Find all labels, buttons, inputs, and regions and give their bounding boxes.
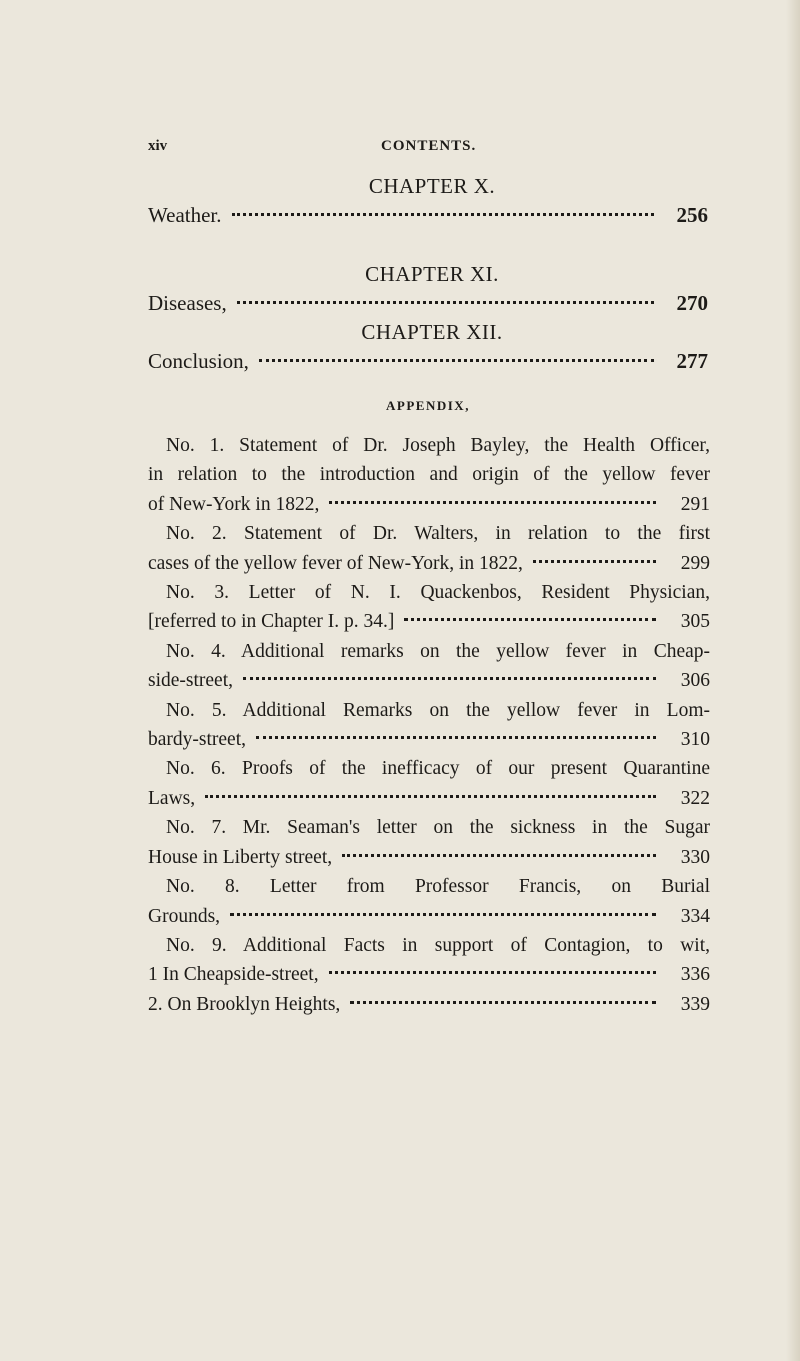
entry-page: 277 <box>676 349 708 373</box>
item-line: No. 2. Statement of Dr. Walters, in relation to the first <box>166 523 710 545</box>
item-page: 305 <box>680 611 710 633</box>
leader-dots <box>404 618 656 621</box>
leader-dots <box>232 213 654 216</box>
appendix-sub-item[interactable] <box>148 990 710 1019</box>
leader-dots <box>205 795 656 798</box>
item-line: Laws, <box>148 787 196 809</box>
appendix-item[interactable] <box>148 696 710 755</box>
item-line: No. 6. Proofs of the inefficacy of our present Quarantine <box>166 758 710 780</box>
chapter-xii-block <box>148 320 708 374</box>
appendix-item[interactable] <box>148 431 710 519</box>
item-page: 310 <box>680 729 710 751</box>
appendix-list <box>148 431 710 1019</box>
chapter-heading: CHAPTER XII. <box>361 320 503 344</box>
running-head <box>148 138 708 162</box>
leader-dots <box>243 677 656 680</box>
leader-dots <box>256 736 656 739</box>
appendix-item[interactable] <box>148 519 710 578</box>
item-line: House in Liberty street, <box>148 846 333 868</box>
item-line: No. 5. Additional Remarks on the yellow fever in Lom- <box>166 699 710 721</box>
toc-entry[interactable] <box>148 203 708 228</box>
item-line: bardy-street, <box>148 729 246 751</box>
item-line: [referred to in Chapter I. p. 34.] <box>148 611 395 633</box>
appendix-item[interactable] <box>148 872 710 931</box>
item-line: No. 7. Mr. Seaman's letter on the sickness in the Sugar <box>166 817 710 839</box>
sub-item-label: 2. On Brooklyn Heights, <box>148 993 341 1015</box>
item-page: 291 <box>680 493 710 515</box>
leader-dots <box>350 1001 656 1004</box>
chapter-xi-block <box>148 262 708 316</box>
appendix-item[interactable] <box>148 578 710 637</box>
leader-dots <box>237 301 654 304</box>
item-line: Grounds, <box>148 905 221 927</box>
item-line: No. 9. Additional Facts in support of Contagion, to wit, <box>166 934 710 956</box>
item-page: 322 <box>680 787 710 809</box>
appendix-item[interactable] <box>148 754 710 813</box>
sub-item-label: 1 In Cheapside-street, <box>148 964 319 986</box>
chapter-x-block <box>148 174 708 228</box>
item-line: No. 3. Letter of N. I. Quackenbos, Resident Physician, <box>166 582 710 604</box>
appendix-item[interactable] <box>148 813 710 872</box>
entry-label: Diseases, <box>148 291 227 315</box>
item-line: No. 8. Letter from Professor Francis, on Burial <box>166 876 710 898</box>
page-edge <box>786 0 800 1361</box>
leader-dots <box>329 971 656 974</box>
chapter-heading: CHAPTER XI. <box>365 262 499 286</box>
item-page: 299 <box>680 552 710 574</box>
item-page: 306 <box>680 670 710 692</box>
appendix-title: APPENDIX, <box>386 398 470 413</box>
leader-dots <box>533 560 656 563</box>
item-page: 330 <box>680 846 710 868</box>
running-title: CONTENTS. <box>381 138 477 154</box>
item-line: No. 1. Statement of Dr. Joseph Bayley, the Health Officer, <box>166 435 710 456</box>
appendix-item[interactable] <box>148 637 710 696</box>
item-line: of New-York in 1822, <box>148 493 320 515</box>
leader-dots <box>230 913 656 916</box>
sub-item-page: 339 <box>680 993 710 1015</box>
page-folio: xiv <box>148 138 168 154</box>
entry-label: Weather. <box>148 203 222 227</box>
leader-dots <box>329 501 656 504</box>
leader-dots <box>259 359 654 362</box>
item-line: No. 4. Additional remarks on the yellow fever in Cheap- <box>166 640 710 662</box>
appendix-item[interactable] <box>148 931 710 960</box>
item-line: in relation to the introduction and origin of the yellow fever <box>148 464 710 486</box>
leader-dots <box>342 854 656 857</box>
item-line: cases of the yellow fever of New-York, in 1822, <box>148 552 523 574</box>
entry-page: 256 <box>676 203 708 227</box>
item-line: side-street, <box>148 670 234 692</box>
toc-entry[interactable] <box>148 291 708 316</box>
toc-entry[interactable] <box>148 349 708 374</box>
sub-item-page: 336 <box>680 964 710 986</box>
entry-page: 270 <box>676 291 708 315</box>
item-page: 334 <box>680 905 710 927</box>
chapter-heading: CHAPTER X. <box>368 174 496 198</box>
appendix-sub-item[interactable] <box>148 960 710 989</box>
entry-label: Conclusion, <box>148 349 249 373</box>
